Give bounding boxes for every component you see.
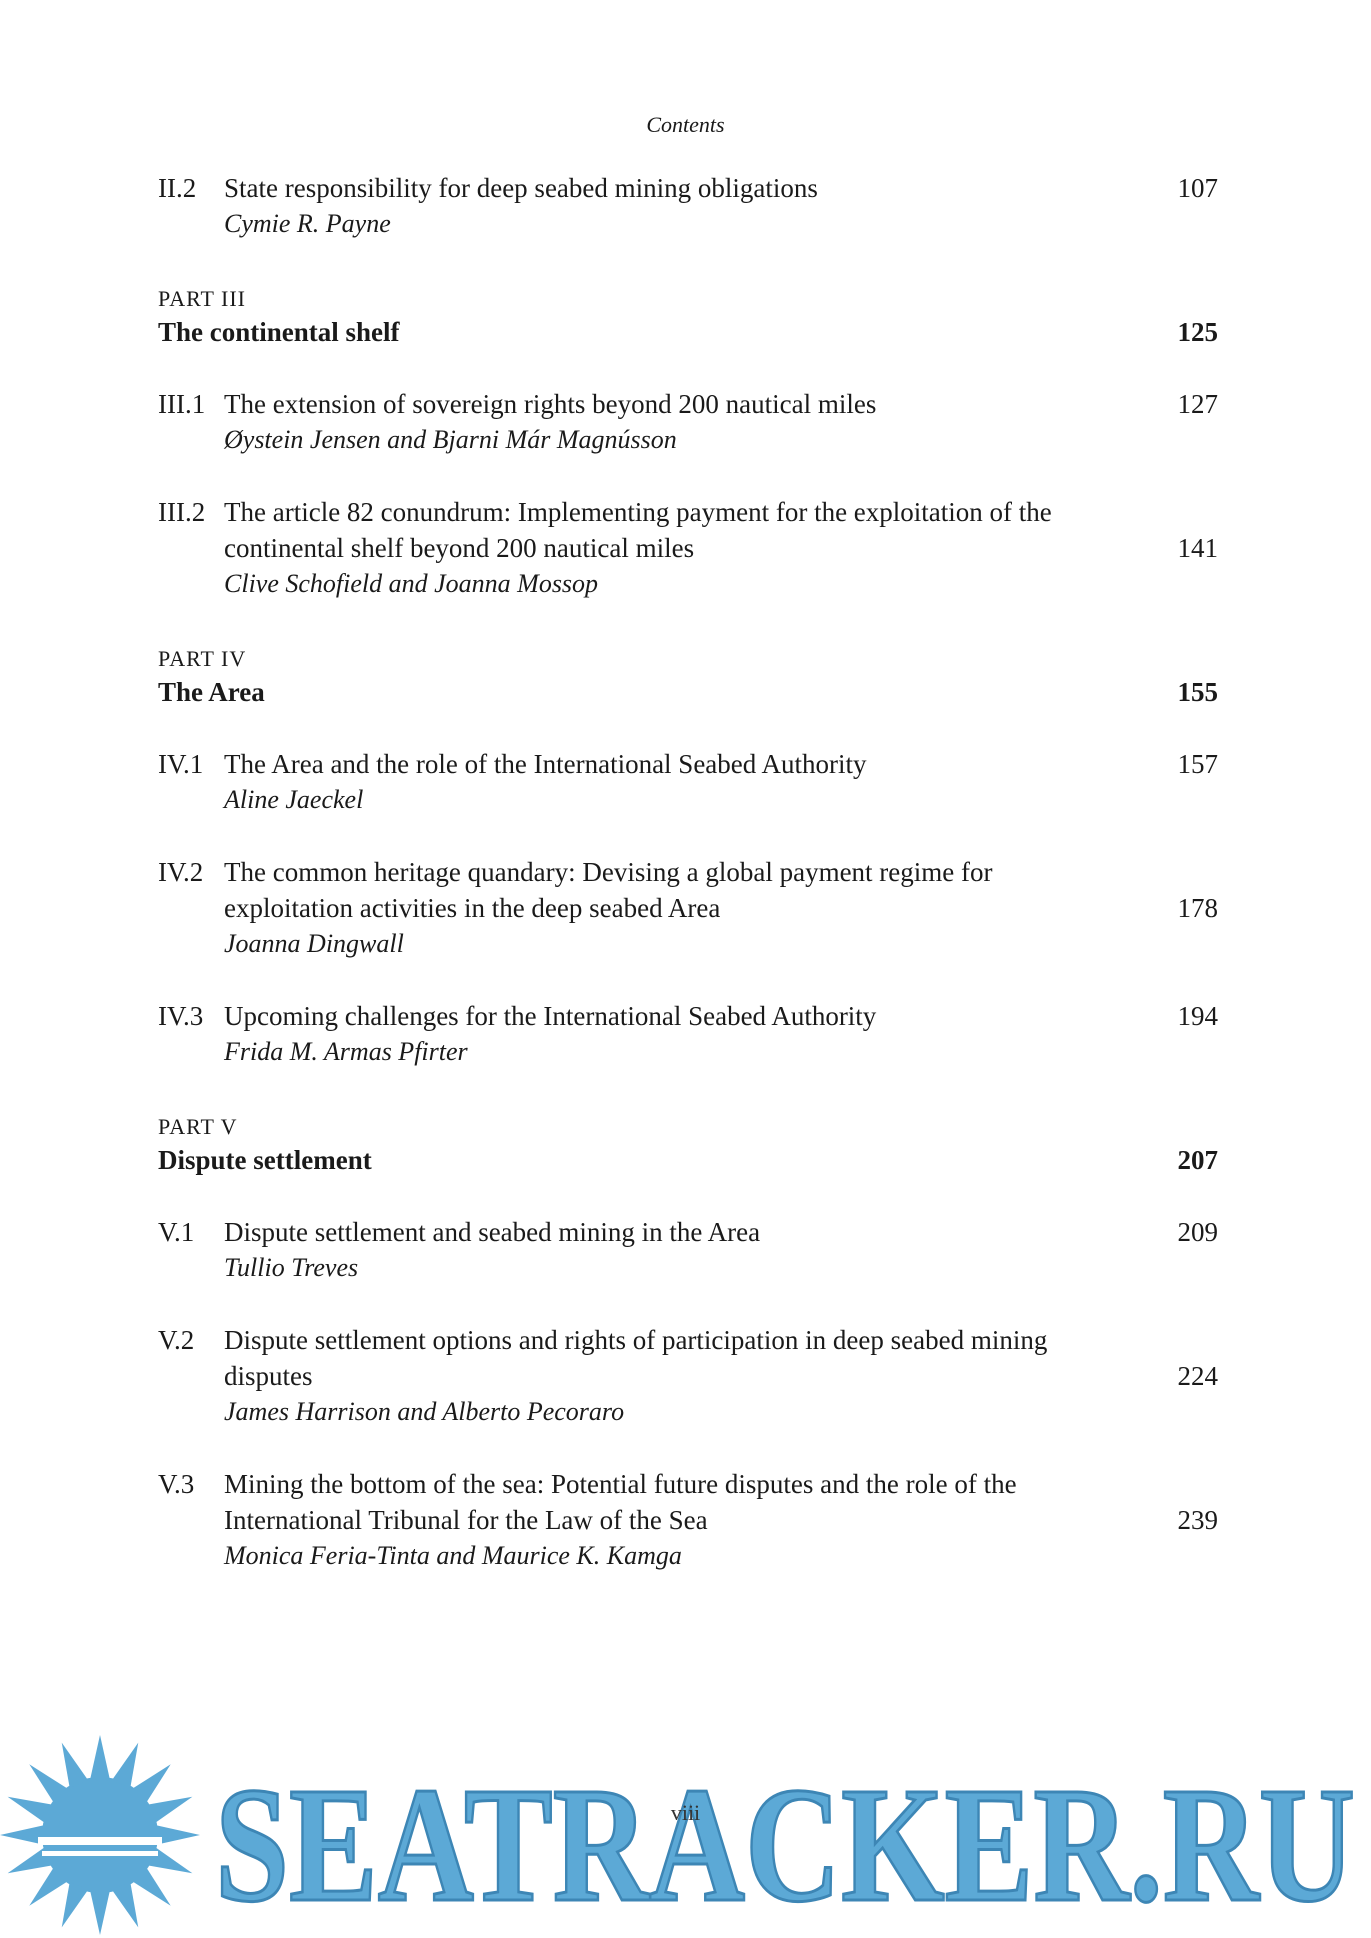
chapter-title: Upcoming challenges for the International Seabed Authority (224, 1001, 877, 1031)
page-number: 209 (1177, 1217, 1218, 1247)
page-number: 141 (1177, 533, 1218, 563)
chapter-title: State responsibility for deep seabed mining obligations (224, 173, 818, 203)
watermark-text: SEATRACKER.RU (215, 1753, 1355, 1935)
table-of-contents (158, 170, 1218, 1610)
chapter-author: Cymie R. Payne (224, 209, 391, 238)
toc-entry[interactable] (158, 170, 1218, 242)
toc-entry[interactable] (158, 854, 1218, 962)
toc-entry[interactable] (158, 1214, 1218, 1286)
chapter-title: The Area and the role of the International Seabed Authority (224, 749, 867, 779)
part-label: PART III (158, 286, 246, 311)
part-title: The continental shelf (158, 317, 400, 347)
toc-entry[interactable] (158, 998, 1218, 1070)
page-number: 178 (1177, 893, 1218, 923)
chapter-title: Mining the bottom of the sea: Potential future disputes and the role of the International Tribunal for the Law of the Sea (224, 1469, 1017, 1535)
page-number: 157 (1177, 749, 1218, 779)
toc-entry[interactable] (158, 746, 1218, 818)
chapter-number: V.1 (158, 1217, 195, 1247)
chapter-author: Tullio Treves (224, 1253, 359, 1282)
chapter-author: Aline Jaeckel (224, 785, 364, 814)
page-number: 194 (1177, 1001, 1218, 1031)
chapter-title: Dispute settlement and seabed mining in the Area (224, 1217, 761, 1247)
footer-page-number: viii (670, 1800, 701, 1825)
page-number: 224 (1177, 1361, 1218, 1391)
part-title: Dispute settlement (158, 1145, 372, 1175)
chapter-number: IV.3 (158, 1001, 204, 1031)
part-heading[interactable] (158, 1112, 1218, 1178)
chapter-number: III.1 (158, 389, 206, 419)
page-number: 155 (1177, 677, 1218, 707)
toc-entry[interactable] (158, 386, 1218, 458)
chapter-author: James Harrison and Alberto Pecoraro (224, 1397, 625, 1426)
part-heading[interactable] (158, 284, 1218, 350)
sun-icon (0, 1735, 200, 1935)
page-number: 239 (1177, 1505, 1218, 1535)
page-number: 125 (1177, 317, 1218, 347)
part-label: PART V (158, 1114, 238, 1139)
toc-entry[interactable] (158, 1322, 1218, 1430)
chapter-author: Joanna Dingwall (224, 929, 404, 958)
page-number: 107 (1177, 173, 1218, 203)
watermark (0, 1735, 1371, 1935)
chapter-number: V.3 (158, 1469, 195, 1499)
chapter-number: V.2 (158, 1325, 195, 1355)
page-number: 127 (1177, 389, 1218, 419)
chapter-title: Dispute settlement options and rights of participation in deep seabed mining disputes (224, 1325, 1048, 1391)
chapter-author: Clive Schofield and Joanna Mossop (224, 569, 599, 598)
page-header: Contents (646, 112, 725, 137)
toc-entry[interactable] (158, 1466, 1218, 1574)
chapter-title: The extension of sovereign rights beyond 200 nautical miles (224, 389, 877, 419)
part-heading[interactable] (158, 644, 1218, 710)
chapter-number: III.2 (158, 497, 206, 527)
toc-entry[interactable] (158, 494, 1218, 602)
chapter-number: IV.1 (158, 749, 204, 779)
chapter-author: Monica Feria-Tinta and Maurice K. Kamga (224, 1541, 682, 1570)
chapter-author: Frida M. Armas Pfirter (224, 1037, 468, 1066)
part-title: The Area (158, 677, 265, 707)
chapter-number: II.2 (158, 173, 197, 203)
chapter-title: The article 82 conundrum: Implementing payment for the exploitation of the continental shelf beyond 200 nautical miles (224, 497, 1052, 563)
page-number: 207 (1177, 1145, 1218, 1175)
chapter-title: The common heritage quandary: Devising a global payment regime for exploitation activities in the deep seabed Area (224, 857, 993, 923)
part-label: PART IV (158, 646, 247, 671)
chapter-author: Øystein Jensen and Bjarni Már Magnússon (224, 425, 677, 454)
chapter-number: IV.2 (158, 857, 204, 887)
